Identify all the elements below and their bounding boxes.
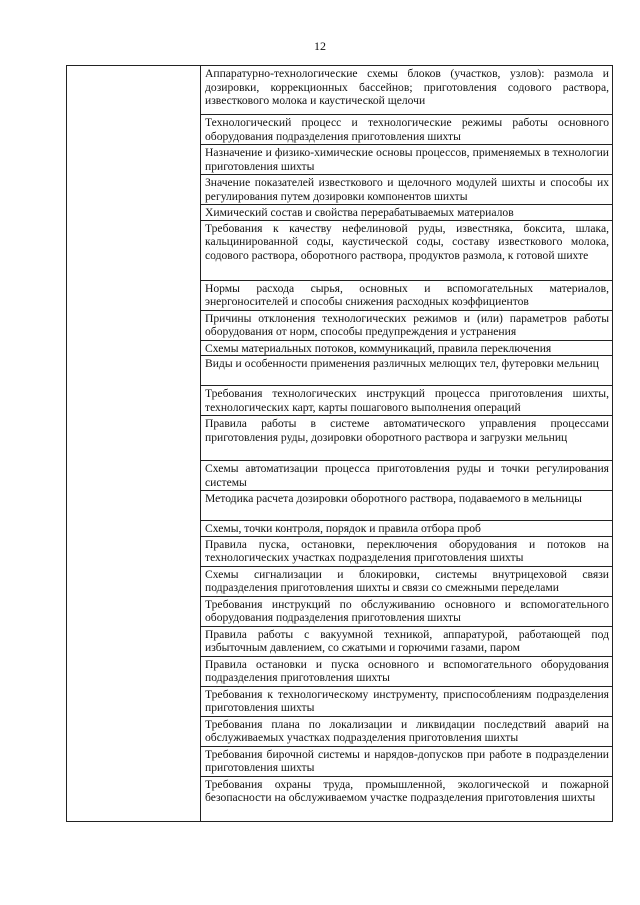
table-cell xyxy=(201,205,613,221)
table-cell xyxy=(201,716,613,746)
table-cell xyxy=(201,536,613,566)
row-text: Требования технологических инструкций процесса приготовления шихты, технологических карт, карты пошагового выполнения операций xyxy=(205,387,609,414)
requirements-table xyxy=(66,65,613,822)
row-text: Требования к качеству нефелиновой руды, известняка, боксита, шлака, кальцинированной соды, каустической соды, составу известкового молока, содового раствора, оборотного раствора, продуктов размола, к готовой шихте xyxy=(205,221,609,262)
table-cell xyxy=(201,310,613,340)
row-text: Нормы расхода сырья, основных и вспомогательных материалов, энергоносителей и способы снижения расходных коэффициентов xyxy=(205,281,609,309)
row-text: Правила работы с вакуумной техникой, аппаратурой, работающей под избыточным давлением, со сжатыми и горючими газами, паром xyxy=(205,627,609,655)
row-text: Технологический процесс и технологические режимы работы основного оборудования подразделения приготовления шихты xyxy=(205,116,609,143)
table-row xyxy=(67,66,613,115)
page-number: 12 xyxy=(314,39,326,53)
table-cell xyxy=(201,280,613,310)
table-cell xyxy=(201,626,613,656)
table-cell xyxy=(201,596,613,626)
row-text: Методика расчета дозировки оборотного раствора, подаваемого в мельницы xyxy=(205,492,582,506)
row-text: Схемы, точки контроля, порядок и правила отбора проб xyxy=(205,522,481,536)
table-cell xyxy=(201,340,613,356)
table-cell xyxy=(201,521,613,537)
row-text: Схемы автоматизации процесса приготовления руды и точки регулирования системы xyxy=(205,462,609,489)
left-column-cell xyxy=(67,66,201,822)
row-text: Виды и особенности применения различных мелющих тел, футеровки мельниц xyxy=(205,357,599,371)
row-text: Требования к технологическому инструменту, приспособлениям подразделения приготовления шихты xyxy=(205,687,609,715)
table-cell xyxy=(201,461,613,491)
table-cell xyxy=(201,686,613,716)
row-text: Аппаратурно-технологические схемы блоков (участков, узлов): размола и дозировки, коррекционных бассейнов; приготовления содового раствора, известкового молока и каустической щелочи xyxy=(205,67,609,108)
row-text: Правила пуска, остановки, переключения оборудования и потоков на технологических участках подразделения приготовления шихты xyxy=(205,537,609,565)
row-text: Назначение и физико-химические основы процессов, применяемых в технологии приготовления шихты xyxy=(205,146,609,173)
row-text: Требования бирочной системы и нарядов-допусков при работе в подразделении приготовления шихты xyxy=(205,747,609,775)
table-cell xyxy=(201,416,613,461)
table-cell xyxy=(201,491,613,521)
row-text: Причины отклонения технологических режимов и (или) параметров работы оборудования от норм, способы предупреждения и устранения xyxy=(205,311,609,339)
table-cell xyxy=(201,656,613,686)
row-text: Схемы материальных потоков, коммуникаций, правила переключения xyxy=(205,341,552,355)
table-cell xyxy=(201,386,613,416)
row-text: Правила работы в системе автоматического управления процессами приготовления руды, дозировки оборотного раствора и загрузки мельниц xyxy=(205,417,609,444)
table-cell xyxy=(201,66,613,115)
row-text: Требования инструкций по обслуживанию основного и вспомогательного оборудования подразделения приготовления шихты xyxy=(205,597,609,625)
table-cell xyxy=(201,566,613,596)
table-cell xyxy=(201,746,613,776)
row-text: Требования плана по локализации и ликвидации последствий аварий на обслуживаемых участках подразделения приготовления шихты xyxy=(205,717,609,745)
table-cell xyxy=(201,356,613,386)
row-text: Значение показателей известкового и щелочного модулей шихты и способы их регулирования путем дозировки компонентов шихты xyxy=(205,176,609,203)
row-text: Схемы сигнализации и блокировки, системы внутрицеховой связи подразделения приготовления шихты и связи со смежными переделами xyxy=(205,567,609,595)
table-cell xyxy=(201,115,613,145)
table-cell xyxy=(201,220,613,280)
table-cell xyxy=(201,175,613,205)
row-text: Химический состав и свойства перерабатываемых материалов xyxy=(205,206,514,219)
row-text: Правила остановки и пуска основного и вспомогательного оборудования подразделения приготовления шихты xyxy=(205,657,609,685)
table-cell xyxy=(201,145,613,175)
row-text: Требования охраны труда, промышленной, экологической и пожарной безопасности на обслуживаемом участке подразделения приготовления шихты xyxy=(205,777,609,805)
table-cell xyxy=(201,776,613,821)
